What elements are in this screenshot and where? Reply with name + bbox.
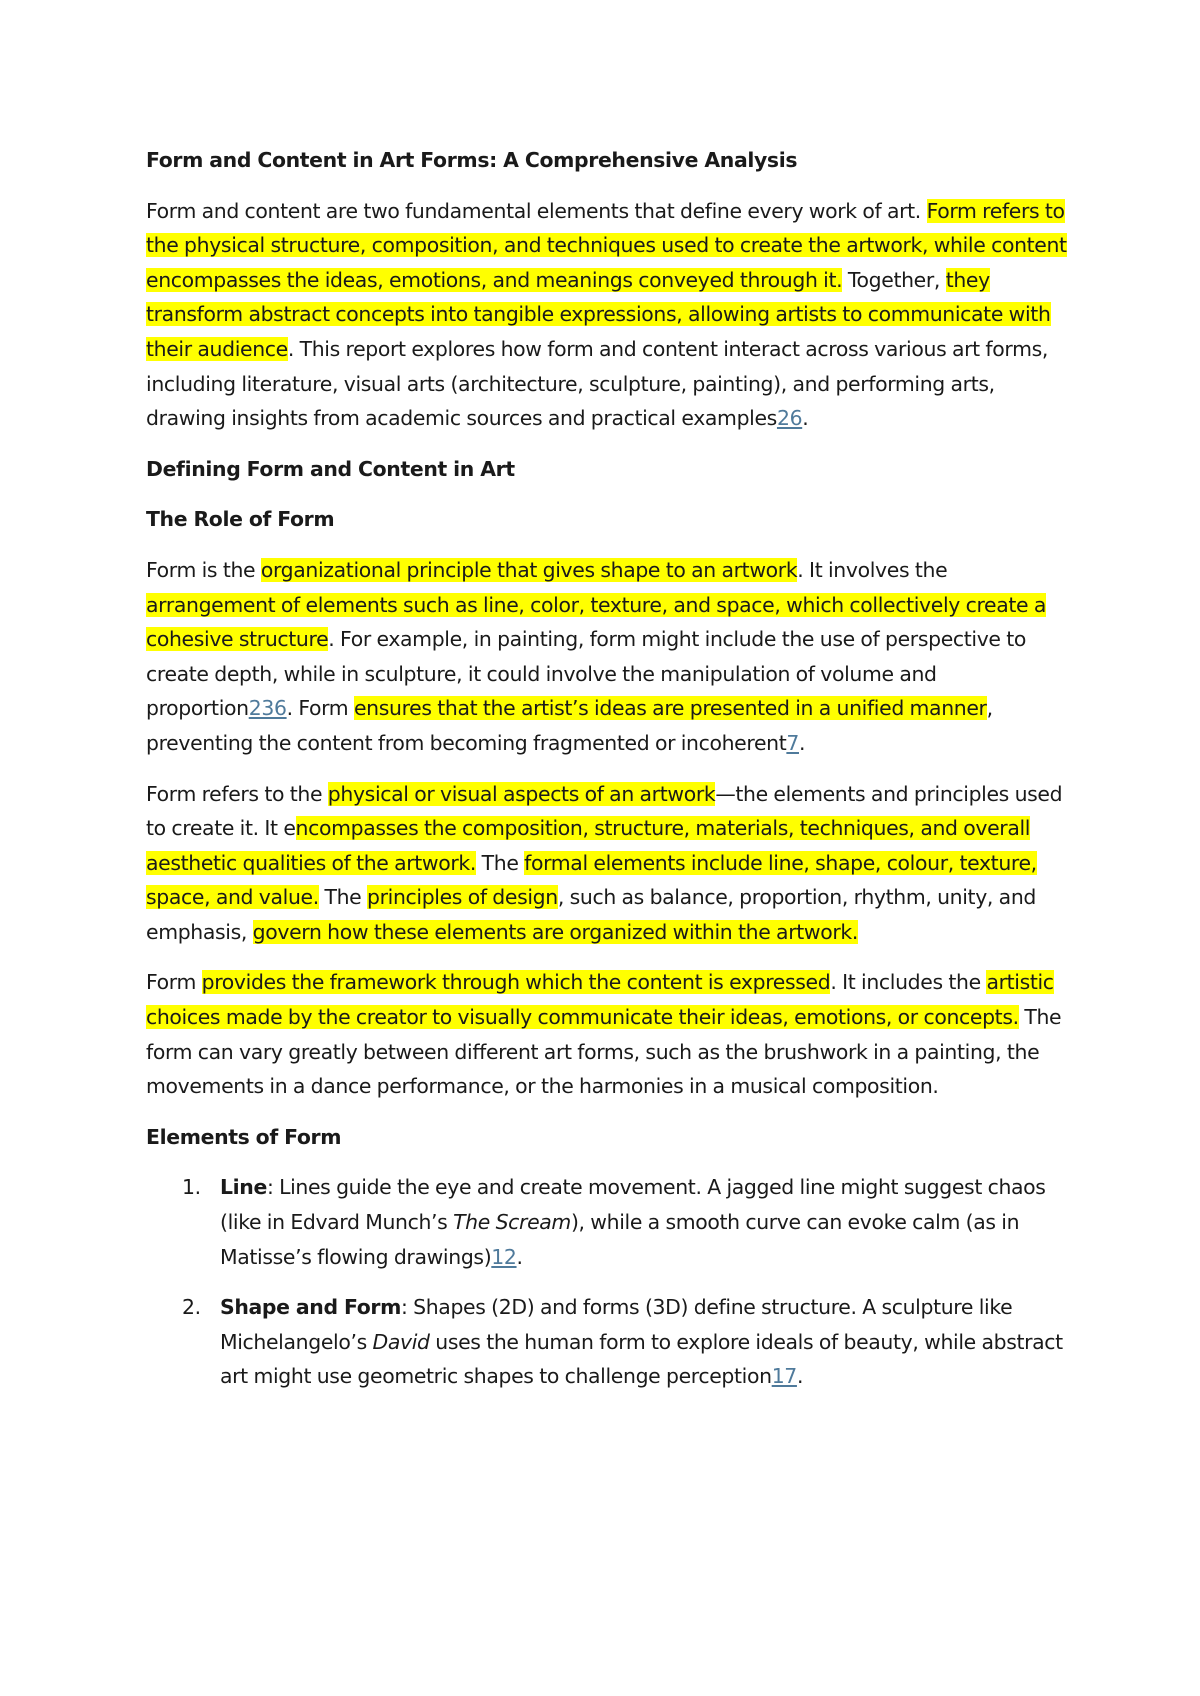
text-run: ), while a smooth curve can evoke calm (as in Matisse’s flowing drawings) [220, 1210, 1020, 1269]
citation-link[interactable]: 236 [248, 696, 287, 721]
intro-paragraph [146, 194, 1076, 436]
text-run: The form can vary greatly between different art forms, such as the brushwork in a painting, the movements in a dance performance, or the harmonies in a musical composition. [146, 1005, 1062, 1099]
highlighted-text: Form refers to the physical structure, composition, and techniques used to create the artwork, while content encompasses the ideas, emotions, and meanings conveyed through it. [146, 198, 1067, 292]
text-run: uses the human form to explore ideals of beauty, while abstract art might use geometric shapes to challenge perception [220, 1329, 1063, 1389]
highlighted-text: ensures that the artist’s ideas are presented in a unified manner [353, 696, 987, 721]
highlighted-text: govern how these elements are organized within the artwork. [252, 919, 858, 944]
artwork-title: David [372, 1329, 430, 1354]
text-run: . It involves the [797, 557, 948, 582]
text-run: . This report explores how form and content interact across various art forms, including literature, visual arts (architecture, sculpture, painting), and performing arts, drawing insights from academic sources and practical examples [146, 336, 1048, 431]
text-run: Form is the [146, 557, 261, 582]
section-heading: Defining Form and Content in Art [146, 456, 515, 481]
highlighted-text: they transform abstract concepts into tangible expressions, allowing artists to communicate with their audience [146, 267, 1051, 361]
document-body [146, 143, 1076, 1410]
citation-link[interactable]: 26 [776, 406, 803, 431]
text-run: Form and content are two fundamental elements that define every work of art. [146, 198, 927, 223]
citation-link[interactable]: 12 [491, 1244, 517, 1269]
text-run: The [318, 885, 367, 910]
list-item [146, 1170, 1076, 1274]
text-run: : Lines guide the eye and create movement. A jagged line might suggest chaos (like in Edvard Munch’s [220, 1175, 1046, 1235]
elements-list [146, 1170, 1076, 1394]
text-run: , preventing the content from becoming fragmented or incoherent [146, 696, 993, 755]
list-number: 2. [182, 1295, 201, 1320]
text-run: , such as balance, proportion, rhythm, unity, and emphasis, [146, 885, 1036, 944]
text-run: Form refers to the [146, 781, 328, 806]
text-run: . It includes the [830, 970, 987, 995]
list-number: 1. [182, 1175, 201, 1200]
subsection-heading: The Role of Form [146, 507, 335, 532]
text-run: . [516, 1244, 523, 1269]
list-term: Shape and Form [220, 1295, 401, 1320]
list-term: Line [220, 1175, 267, 1200]
text-run: . For example, in painting, form might include the use of perspective to create depth, while in sculpture, it could involve the manipulation of volume and proportion [146, 627, 1027, 721]
text-run: Form [146, 970, 202, 995]
document-title: Form and Content in Art Forms: A Comprehensive Analysis [146, 148, 798, 172]
citation-link[interactable]: 17 [771, 1364, 797, 1389]
highlighted-text: physical or visual aspects of an artwork [327, 781, 716, 806]
highlighted-text: artistic choices made by the creator to visually communicate their ideas, emotions, or concepts. [146, 970, 1054, 1030]
text-run: . [802, 406, 809, 431]
text-run: . Form [286, 696, 354, 721]
elements-heading: Elements of Form [146, 1124, 342, 1149]
text-run: . [799, 730, 806, 755]
text-run: —the elements and principles used to create it. It e [146, 781, 1063, 841]
highlighted-text: arrangement of elements such as line, color, texture, and space, which collectively create a cohesive structure [146, 592, 1047, 652]
artwork-title: The Scream [453, 1210, 571, 1235]
text-run: . [796, 1364, 804, 1389]
form-framework-paragraph [146, 965, 1076, 1103]
role-of-form-paragraph [146, 553, 1076, 761]
text-run: The [476, 850, 525, 875]
citation-link[interactable]: 7 [786, 730, 799, 755]
highlighted-text: organizational principle that gives shape to an artwork [260, 557, 798, 582]
text-run: Together, [842, 267, 946, 292]
list-item [146, 1290, 1076, 1394]
highlighted-text: formal elements include line, shape, colour, texture, space, and value. [146, 850, 1037, 910]
highlighted-text: principles of design [367, 885, 558, 910]
highlighted-text: ncompasses the composition, structure, materials, techniques, and overall aesthetic qualities of the artwork. [146, 816, 1031, 875]
form-definition-paragraph [146, 777, 1076, 950]
highlighted-text: provides the framework through which the content is expressed [201, 970, 831, 995]
text-run: : Shapes (2D) and forms (3D) define structure. A sculpture like Michelangelo’s [220, 1295, 1013, 1354]
